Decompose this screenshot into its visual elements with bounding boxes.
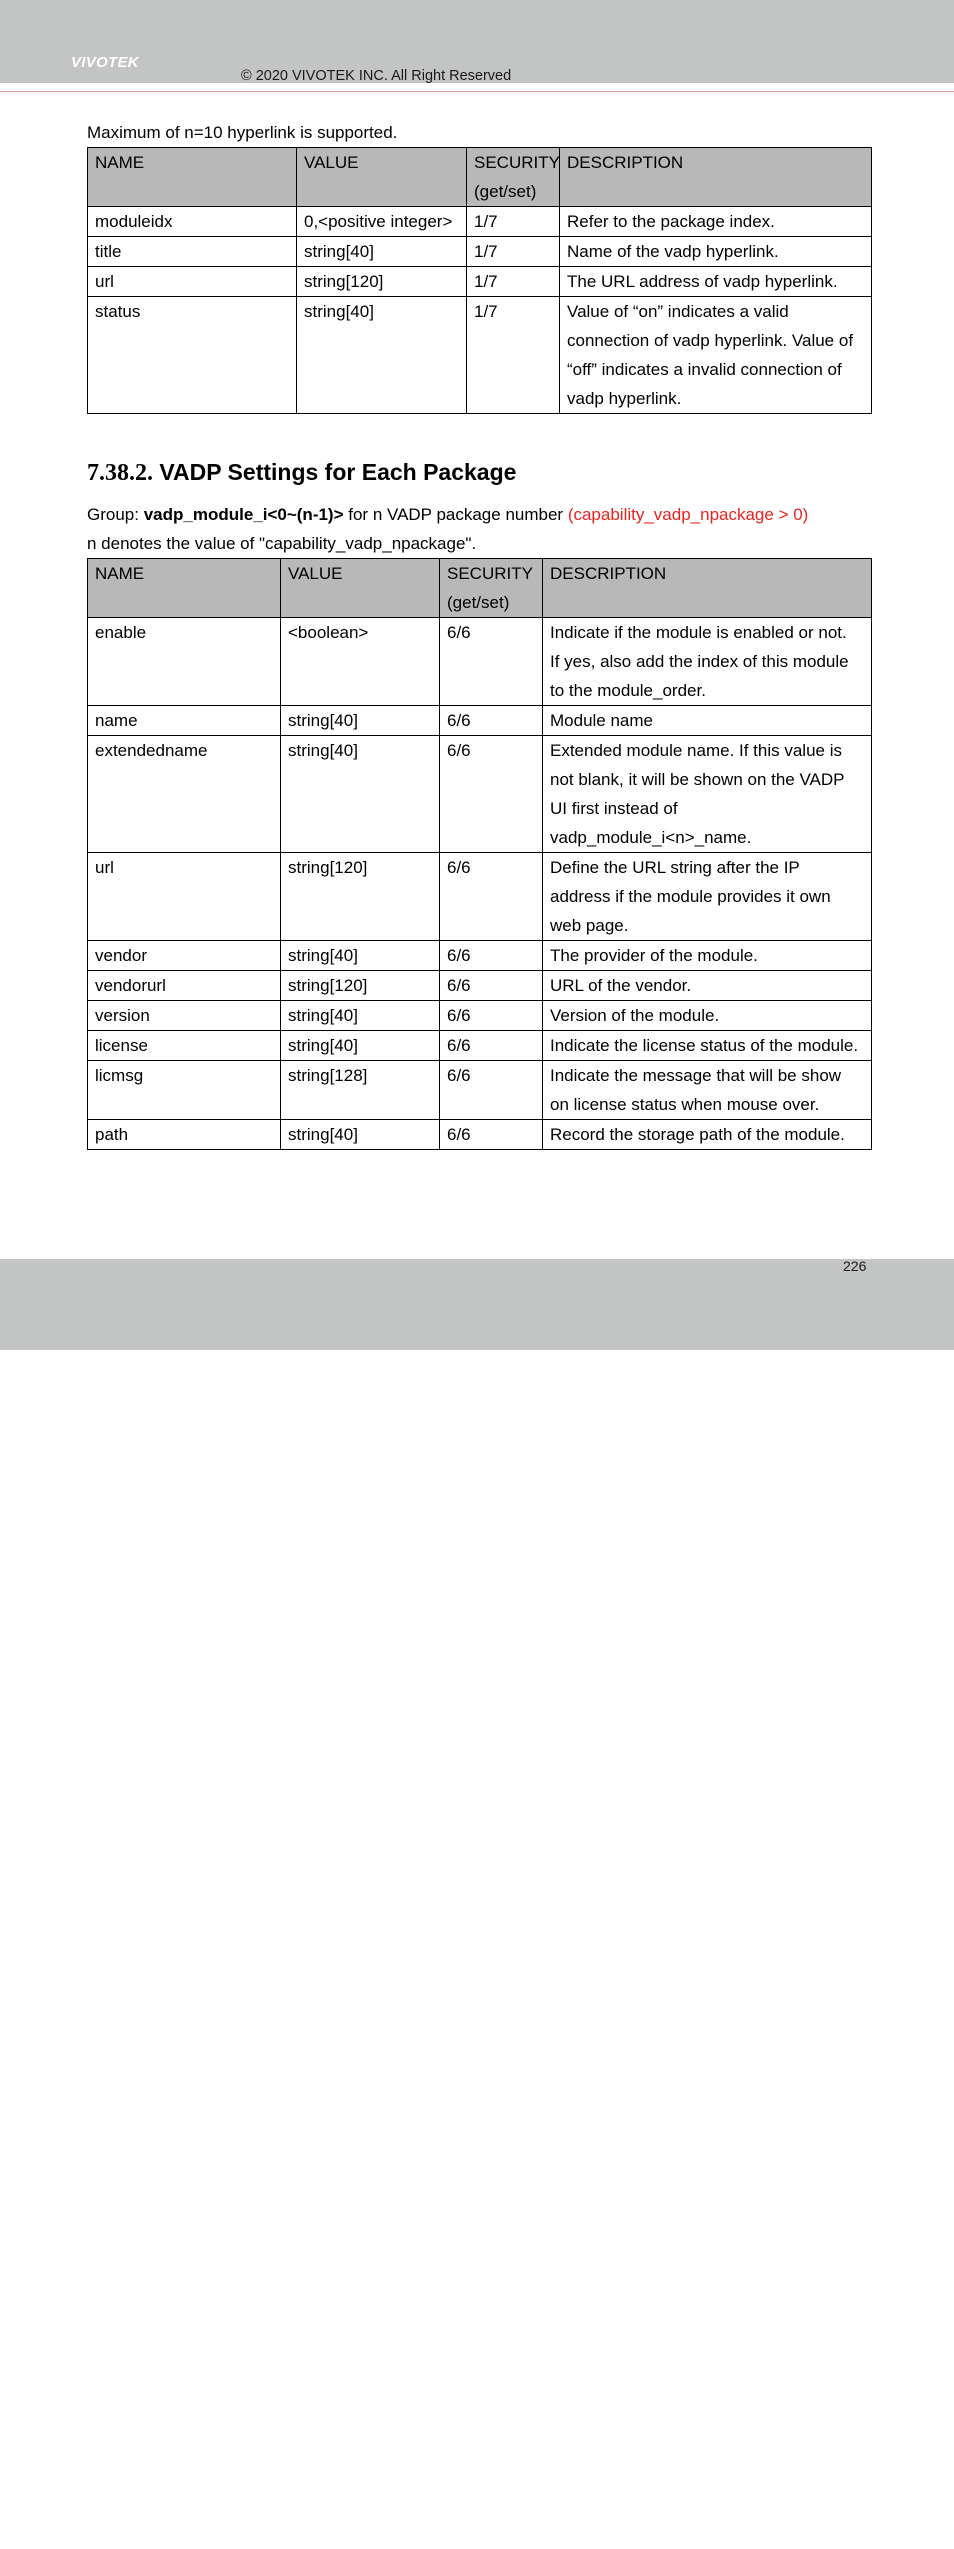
param-name: title	[88, 237, 297, 267]
param-name: url	[88, 267, 297, 297]
param-description: URL of the vendor.	[543, 971, 872, 1001]
manual-label: 380 - User's Manual	[70, 2533, 195, 2549]
param-security: 6/6	[440, 941, 543, 971]
section-number: 7.38.2.	[87, 460, 153, 486]
table-row	[88, 237, 872, 267]
table-row	[88, 207, 872, 237]
description-line: If yes, also add the index of this module to the module_order.	[550, 652, 849, 700]
table-row	[88, 736, 872, 853]
param-value: string[40]	[281, 1031, 440, 1061]
param-security: 6/6	[440, 1120, 543, 1150]
param-security: 6/6	[440, 1031, 543, 1061]
brand-logo: VIVOTEK	[71, 54, 139, 71]
section-title: VADP Settings for Each Package	[159, 459, 517, 485]
param-name: path	[88, 1120, 281, 1150]
param-description	[543, 618, 872, 706]
param-name: vendorurl	[88, 971, 281, 1001]
param-value: string[120]	[281, 853, 440, 941]
param-name: extendedname	[88, 736, 281, 853]
param-value: string[120]	[297, 267, 467, 297]
table-row	[88, 297, 872, 414]
table-row	[88, 1061, 872, 1120]
param-security: 6/6	[440, 618, 543, 706]
table-header-row	[88, 559, 872, 618]
param-description: Name of the vadp hyperlink.	[560, 237, 872, 267]
header-divider	[0, 91, 954, 92]
group-condition: (capability_vadp_npackage > 0)	[567, 505, 809, 524]
col-header-value: VALUE	[281, 559, 440, 618]
copyright-text: © 2020 VIVOTEK INC. All Right Reserved	[241, 68, 512, 84]
note-text: n denotes the value of "capability_vadp_npackage".	[87, 534, 477, 553]
col-header-name: NAME	[88, 148, 297, 207]
group-line	[87, 500, 871, 529]
param-value: string[40]	[281, 736, 440, 853]
col-header-description: DESCRIPTION	[560, 148, 872, 207]
param-name: licmsg	[88, 1061, 281, 1120]
param-description: Version of the module.	[543, 1001, 872, 1031]
group-prefix: Group:	[87, 505, 144, 524]
param-name: license	[88, 1031, 281, 1061]
param-name: vendor	[88, 941, 281, 971]
param-value: string[128]	[281, 1061, 440, 1120]
param-description: Record the storage path of the module.	[543, 1120, 872, 1150]
col-header-description: DESCRIPTION	[543, 559, 872, 618]
param-name: status	[88, 297, 297, 414]
table-row	[88, 971, 872, 1001]
param-name: enable	[88, 618, 281, 706]
param-security: 1/7	[467, 297, 560, 414]
param-value: <boolean>	[281, 618, 440, 706]
param-description: Module name	[543, 706, 872, 736]
page-footer	[0, 1259, 954, 2549]
description-line: Indicate if the module is enabled or not.	[550, 623, 847, 642]
param-value: string[120]	[281, 971, 440, 1001]
table-row	[88, 853, 872, 941]
param-description: Indicate the license status of the module.	[543, 1031, 872, 1061]
col-header-value: VALUE	[297, 148, 467, 207]
param-security: 1/7	[467, 237, 560, 267]
param-description: Indicate the message that will be show on license status when mouse over.	[543, 1061, 872, 1120]
page-header	[0, 0, 954, 83]
param-name: url	[88, 853, 281, 941]
param-security: 6/6	[440, 736, 543, 853]
table-row	[88, 267, 872, 297]
table-row	[88, 1001, 872, 1031]
param-value: 0,<positive integer>	[297, 207, 467, 237]
param-name: name	[88, 706, 281, 736]
param-security: 6/6	[440, 853, 543, 941]
param-description: Refer to the package index.	[560, 207, 872, 237]
param-description: The provider of the module.	[543, 941, 872, 971]
param-description: The URL address of vadp hyperlink.	[560, 267, 872, 297]
param-security: 6/6	[440, 1001, 543, 1031]
param-name: moduleidx	[88, 207, 297, 237]
intro-text: Maximum of n=10 hyperlink is supported.	[87, 123, 398, 142]
col-header-name: NAME	[88, 559, 281, 618]
param-value: string[40]	[281, 706, 440, 736]
param-value: string[40]	[297, 237, 467, 267]
param-name: version	[88, 1001, 281, 1031]
table-row	[88, 1031, 872, 1061]
param-security: 6/6	[440, 971, 543, 1001]
param-description: Extended module name. If this value is not blank, it will be shown on the VADP UI first instead of vadp_module_i<n>_name.	[543, 736, 872, 853]
param-description: Define the URL string after the IP address if the module provides it own web page.	[543, 853, 872, 941]
table-header-row	[88, 148, 872, 207]
table-row	[88, 1120, 872, 1150]
page-number: 226	[843, 1258, 867, 1274]
param-security: 6/6	[440, 706, 543, 736]
param-security: 1/7	[467, 267, 560, 297]
param-value: string[40]	[281, 1001, 440, 1031]
param-value: string[40]	[281, 1120, 440, 1150]
param-description: Value of “on” indicates a valid connection of vadp hyperlink. Value of “off” indicates a invalid connection of vadp hyperlink.	[560, 297, 872, 414]
param-value: string[40]	[281, 941, 440, 971]
col-header-security: SECURITY (get/set)	[440, 559, 543, 618]
table-row	[88, 706, 872, 736]
param-security: 6/6	[440, 1061, 543, 1120]
param-value: string[40]	[297, 297, 467, 414]
table-row	[88, 618, 872, 706]
table-row	[88, 941, 872, 971]
param-security: 1/7	[467, 207, 560, 237]
module-settings-table	[87, 558, 872, 1150]
group-name: vadp_module_i<0~(n-1)>	[143, 505, 344, 524]
section-heading	[87, 455, 871, 490]
hyperlink-table	[87, 147, 872, 414]
col-header-security: SECURITY (get/set)	[467, 148, 560, 207]
group-middle: for n VADP package number	[343, 505, 568, 524]
page-content	[87, 118, 871, 1150]
